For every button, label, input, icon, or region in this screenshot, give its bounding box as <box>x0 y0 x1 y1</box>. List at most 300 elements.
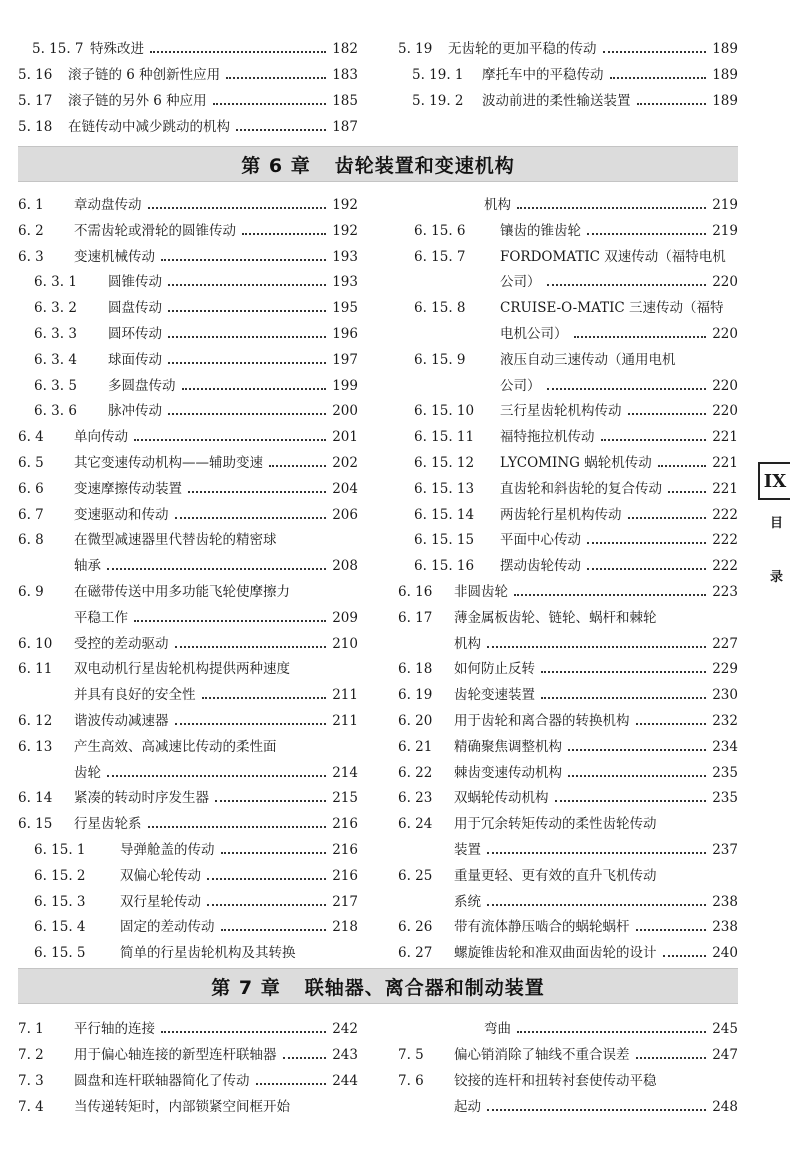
entry-page: 201 <box>332 429 358 446</box>
entry-number: 6. 10 <box>18 635 53 652</box>
entry-title: 章动盘传动 <box>74 197 142 213</box>
entry-number: 6. 15. 15 <box>414 532 475 549</box>
entry-title: 球面传动 <box>108 351 162 368</box>
toc-entry[interactable] <box>398 216 738 240</box>
toc-entry[interactable] <box>398 448 738 472</box>
entry-number: 6. 16 <box>398 584 433 600</box>
entry-number: 6. 1 <box>18 197 44 213</box>
toc-entry[interactable] <box>18 1092 358 1116</box>
entry-number: 6. 15. 6 <box>414 222 466 239</box>
entry-page: 189 <box>712 93 738 109</box>
entry-title: 产生高效、高减速比传动的柔性面 <box>74 738 277 755</box>
toc-entry[interactable] <box>18 422 358 446</box>
dot-leader <box>168 284 326 286</box>
toc-entry-continuation[interactable] <box>66 603 358 627</box>
entry-number: 6. 18 <box>398 661 433 678</box>
entry-page: 238 <box>712 919 738 936</box>
entry-number: 6. 15. 10 <box>414 403 475 420</box>
toc-entry[interactable] <box>18 809 358 833</box>
dot-leader <box>514 594 706 596</box>
entry-number: 6. 25 <box>398 867 433 884</box>
entry-page: 248 <box>712 1099 738 1115</box>
entry-number: 6. 14 <box>18 790 53 807</box>
toc-entry[interactable] <box>398 603 738 627</box>
toc-entry[interactable] <box>398 396 738 420</box>
toc-entry[interactable] <box>18 190 358 214</box>
dot-leader <box>175 723 327 725</box>
entry-number: 6. 15. 4 <box>34 919 86 936</box>
entry-page: 183 <box>332 67 358 83</box>
entry-title: 液压自动三速传动（通用电机 <box>500 351 676 368</box>
entry-page: 222 <box>712 558 738 575</box>
toc-entry[interactable] <box>18 293 358 317</box>
entry-page: 204 <box>332 480 358 497</box>
entry-page: 216 <box>332 842 358 858</box>
toc-entry-continuation[interactable] <box>446 1092 738 1116</box>
entry-number: 6. 15. 5 <box>34 945 86 962</box>
entry-number: 6. 24 <box>398 816 433 833</box>
entry-number: 6. 8 <box>18 532 44 549</box>
entry-title: 变速机械传动 <box>74 248 155 265</box>
chapter-label: 第 6 章 <box>241 154 311 177</box>
entry-number: 6. 13 <box>18 738 53 755</box>
entry-title: 当传递转矩时，内部锁紧空间框开始 <box>74 1099 290 1115</box>
entry-page: 215 <box>332 790 358 807</box>
entry-page: 221 <box>712 480 738 497</box>
dot-leader <box>213 103 327 105</box>
entry-title: 无齿轮的更加平稳的传动 <box>448 41 597 57</box>
toc-entry[interactable] <box>398 345 738 369</box>
entry-page: 229 <box>712 661 738 678</box>
toc-entry[interactable] <box>18 835 358 859</box>
toc-entry-continuation[interactable] <box>492 319 738 343</box>
section-tab <box>758 462 790 500</box>
entry-title: 平面中心传动 <box>500 532 581 549</box>
entry-page: 187 <box>332 119 358 135</box>
toc-entry-continuation[interactable] <box>446 629 738 653</box>
toc-entry[interactable] <box>18 267 358 291</box>
dot-leader <box>517 207 706 209</box>
entry-title-continued: 起动 <box>454 1099 481 1115</box>
toc-entry[interactable] <box>398 60 738 84</box>
entry-page: 219 <box>712 222 738 239</box>
entry-title: 用于偏心轴连接的新型连杆联轴器 <box>74 1047 277 1063</box>
entry-page: 222 <box>712 532 738 549</box>
entry-title: 重量更轻、更有效的直升飞机传动 <box>454 867 657 884</box>
dot-leader <box>517 1031 706 1033</box>
dot-leader <box>134 439 326 441</box>
entry-page: 245 <box>712 1021 738 1037</box>
entry-number: 7. 5 <box>398 1047 424 1063</box>
entry-title: 精确聚焦调整机构 <box>454 738 562 755</box>
toc-entry[interactable] <box>398 1014 738 1038</box>
toc-entry[interactable] <box>18 1014 358 1038</box>
toc-entry[interactable] <box>18 861 358 885</box>
toc-entry[interactable] <box>398 654 738 678</box>
entry-title: 双偏心轮传动 <box>120 867 201 884</box>
toc-entry-continuation[interactable] <box>66 758 358 782</box>
entry-number: 6. 12 <box>18 713 53 729</box>
dot-leader <box>242 233 326 235</box>
toc-entry[interactable] <box>398 500 738 524</box>
entry-number: 6. 15. 2 <box>34 867 86 884</box>
toc-entry[interactable] <box>18 371 358 395</box>
entry-page: 192 <box>332 197 358 213</box>
dot-leader <box>547 284 707 286</box>
entry-page: 232 <box>712 713 738 729</box>
toc-entry[interactable] <box>18 654 358 678</box>
entry-title: 摩托车中的平稳传动 <box>482 67 604 83</box>
entry-page: 193 <box>332 274 358 291</box>
entry-title: 铰接的连杆和扭转衬套使传动平稳 <box>454 1073 657 1089</box>
entry-title: 偏心销消除了轴线不重合误差 <box>454 1047 630 1063</box>
entry-title-continued: 电机公司） <box>500 326 568 342</box>
entry-page: 216 <box>332 867 358 884</box>
toc-entry[interactable] <box>18 474 358 498</box>
entry-title-continued: 公司） <box>500 274 541 291</box>
dot-leader <box>226 77 326 79</box>
toc-entry[interactable] <box>398 706 738 730</box>
dot-leader <box>637 103 707 105</box>
entry-number: 6. 15. 14 <box>414 506 475 523</box>
entry-number: 6. 3 <box>18 248 44 265</box>
entry-title: 导弹舱盖的传动 <box>120 842 215 858</box>
toc-entry[interactable] <box>18 112 358 136</box>
toc-entry[interactable] <box>398 758 738 782</box>
entry-title: 不需齿轮或滑轮的圆锥传动 <box>74 222 236 239</box>
entry-title: 用于齿轮和离合器的转换机构 <box>454 713 630 729</box>
entry-number: 6. 26 <box>398 919 433 936</box>
dot-leader <box>636 929 707 931</box>
toc-entry-continuation[interactable] <box>492 267 738 291</box>
entry-number: 6. 11 <box>18 661 53 678</box>
toc-entry[interactable] <box>18 500 358 524</box>
dot-leader <box>574 336 707 338</box>
entry-number: 6. 3. 5 <box>34 377 77 394</box>
entry-page: 237 <box>712 842 738 858</box>
dot-leader <box>161 1031 326 1033</box>
toc-entry[interactable] <box>18 319 358 343</box>
toc-entry[interactable] <box>398 525 738 549</box>
dot-leader <box>269 465 326 467</box>
dot-leader <box>168 336 326 338</box>
entry-number: 6. 15. 1 <box>34 842 86 858</box>
dot-leader <box>601 439 707 441</box>
entry-title: 用于冗余转矩传动的柔性齿轮传动 <box>454 816 657 833</box>
dot-leader <box>150 51 326 53</box>
entry-number: 6. 15. 3 <box>34 893 86 910</box>
entry-page: 210 <box>332 635 358 652</box>
entry-title: 多圆盘传动 <box>108 377 176 394</box>
toc-entry-continuation[interactable] <box>66 680 358 704</box>
entry-title: 在微型减速器里代替齿轮的精密球 <box>74 532 277 549</box>
entry-title-continued: 齿轮 <box>74 764 101 781</box>
entry-title: 圆盘和连杆联轴器简化了传动 <box>74 1073 250 1089</box>
chapter-banner <box>18 146 738 182</box>
entry-page: 196 <box>332 326 358 342</box>
entry-title-continued: 系统 <box>454 893 481 910</box>
toc-entry[interactable] <box>398 680 738 704</box>
dot-leader <box>188 491 326 493</box>
toc-entry[interactable] <box>18 912 358 936</box>
toc-entry[interactable] <box>18 396 358 420</box>
entry-title: 平行轴的连接 <box>74 1021 155 1037</box>
entry-page: 219 <box>712 197 738 213</box>
dot-leader <box>168 362 326 364</box>
dot-leader <box>168 413 326 415</box>
entry-title: 变速摩擦传动装置 <box>74 480 182 497</box>
entry-title: FORDOMATIC 双速传动（福特电机 <box>500 248 726 265</box>
dot-leader <box>487 1109 706 1111</box>
dot-leader <box>628 413 707 415</box>
entry-title: 滚子链的 6 种创新性应用 <box>68 67 221 83</box>
entry-page: 242 <box>332 1021 358 1037</box>
toc-entry[interactable] <box>398 551 738 575</box>
toc-entry[interactable] <box>398 1040 738 1064</box>
dot-leader <box>568 775 706 777</box>
entry-title: 三行星齿轮机构传动 <box>500 403 622 420</box>
dot-leader <box>636 1057 707 1059</box>
toc-entry[interactable] <box>18 60 358 84</box>
entry-number: 5. 16 <box>18 67 53 83</box>
toc-entry[interactable] <box>18 345 358 369</box>
entry-title: 单向传动 <box>74 429 128 446</box>
dot-leader <box>603 51 707 53</box>
dot-leader <box>175 646 327 648</box>
entry-page: 189 <box>712 41 738 57</box>
chapter-title: 齿轮装置和变速机构 <box>334 154 515 177</box>
toc-entry[interactable] <box>18 448 358 472</box>
entry-number: 6. 21 <box>398 738 433 755</box>
dot-leader <box>207 878 326 880</box>
dot-leader <box>221 929 327 931</box>
entry-page: 247 <box>712 1047 738 1063</box>
entry-title: 螺旋锥齿轮和准双曲面齿轮的设计 <box>454 945 657 962</box>
entry-page: 211 <box>332 687 358 704</box>
dot-leader <box>161 259 326 261</box>
dot-leader <box>487 852 706 854</box>
entry-number: 6. 23 <box>398 790 433 807</box>
entry-title-continued: 平稳工作 <box>74 609 128 626</box>
toc-entry[interactable] <box>18 86 358 110</box>
entry-title: 福特拖拉机传动 <box>500 429 595 446</box>
toc-entry[interactable] <box>18 732 358 756</box>
entry-title: 其它变速传动机构——辅助变速 <box>74 455 263 471</box>
toc-entry[interactable] <box>398 242 738 266</box>
entry-number: 6. 4 <box>18 429 44 446</box>
entry-number: 6. 15. 12 <box>414 455 475 471</box>
entry-number: 6. 15. 7 <box>414 248 466 265</box>
entry-title: 直齿轮和斜齿轮的复合传动 <box>500 480 662 497</box>
entry-title: 特殊改进 <box>90 41 144 57</box>
entry-number: 5. 17 <box>18 93 53 109</box>
entry-page: 227 <box>712 635 738 652</box>
toc-entry[interactable] <box>398 190 738 214</box>
entry-page: 235 <box>712 790 738 807</box>
entry-number: 6. 7 <box>18 506 44 523</box>
entry-number: 6. 3. 1 <box>34 274 77 291</box>
entry-page: 218 <box>332 919 358 936</box>
entry-number: 6. 15. 16 <box>414 558 475 575</box>
toc-entry[interactable] <box>18 783 358 807</box>
dot-leader <box>202 697 327 699</box>
dot-leader <box>541 697 706 699</box>
toc-entry[interactable] <box>398 732 738 756</box>
dot-leader <box>168 310 326 312</box>
entry-number: 7. 4 <box>18 1099 44 1115</box>
dot-leader <box>587 233 706 235</box>
entry-title: 棘齿变速传动机构 <box>454 764 562 781</box>
toc-entry[interactable] <box>18 629 358 653</box>
entry-title: 固定的差动传动 <box>120 919 215 936</box>
entry-number: 7. 3 <box>18 1073 44 1089</box>
chapter-banner <box>18 968 738 1004</box>
entry-title: 两齿轮行星机构传动 <box>500 506 622 523</box>
dot-leader <box>107 568 326 570</box>
entry-number: 6. 2 <box>18 222 44 239</box>
entry-title: 镶齿的锥齿轮 <box>500 222 581 239</box>
entry-page: 220 <box>712 326 738 342</box>
dot-leader <box>148 207 327 209</box>
toc-entry[interactable] <box>18 1040 358 1064</box>
entry-number: 6. 9 <box>18 584 44 600</box>
page-roman-numeral: IX <box>763 470 787 492</box>
entry-number: 6. 3. 6 <box>34 403 77 420</box>
dot-leader <box>628 517 707 519</box>
entry-page: 211 <box>332 713 358 729</box>
toc-entry[interactable] <box>18 216 358 240</box>
dot-leader <box>487 646 706 648</box>
toc-entry[interactable] <box>18 887 358 911</box>
entry-page: 214 <box>332 764 358 781</box>
toc-entry[interactable] <box>18 577 358 601</box>
entry-number: 5. 19. 1 <box>412 67 464 83</box>
entry-title-continued: 机构 <box>454 635 481 652</box>
entry-page: 238 <box>712 893 738 910</box>
entry-page: 200 <box>332 403 358 420</box>
entry-number: 6. 5 <box>18 455 44 471</box>
chapter-title: 联轴器、离合器和制动装置 <box>304 976 545 999</box>
entry-page: 221 <box>712 455 738 471</box>
entry-page: 193 <box>332 248 358 265</box>
dot-leader <box>134 620 326 622</box>
entry-page: 240 <box>712 945 738 962</box>
entry-page: 221 <box>712 429 738 446</box>
entry-page: 216 <box>332 816 358 833</box>
entry-title: 薄金属板齿轮、链轮、蜗杆和棘轮 <box>454 609 657 626</box>
toc-entry[interactable] <box>18 34 358 58</box>
toc-entry-continuation[interactable] <box>446 887 738 911</box>
dot-leader <box>221 852 327 854</box>
entry-page: 192 <box>332 222 358 239</box>
entry-page: 244 <box>332 1073 358 1089</box>
entry-title: 圆锥传动 <box>108 274 162 291</box>
entry-page: 195 <box>332 300 358 317</box>
toc-entry[interactable] <box>398 422 738 446</box>
dot-leader <box>107 775 326 777</box>
toc-entry[interactable] <box>398 293 738 317</box>
toc-entry[interactable] <box>398 809 738 833</box>
entry-title: 波动前进的柔性输送装置 <box>482 93 631 109</box>
entry-number: 5. 19. 2 <box>412 93 464 109</box>
entry-page: 220 <box>712 377 738 394</box>
entry-title: 圆盘传动 <box>108 300 162 317</box>
entry-title: 齿轮变速装置 <box>454 687 535 704</box>
entry-page: 222 <box>712 506 738 523</box>
entry-title: 双蜗轮传动机构 <box>454 790 549 807</box>
dot-leader <box>587 542 706 544</box>
toc-entry-continuation[interactable] <box>66 551 358 575</box>
entry-title-continued: 轴承 <box>74 558 101 575</box>
entry-page: 235 <box>712 764 738 781</box>
entry-number: 5. 18 <box>18 119 53 135</box>
toc-entry[interactable] <box>18 706 358 730</box>
toc-entry[interactable] <box>398 783 738 807</box>
entry-title: 双电动机行星齿轮机构提供两种速度 <box>74 661 290 678</box>
entry-title: 机构 <box>484 197 511 213</box>
dot-leader <box>256 1083 327 1085</box>
entry-title: 滚子链的另外 6 种应用 <box>68 93 207 109</box>
toc-entry[interactable] <box>398 912 738 936</box>
entry-number: 6. 27 <box>398 945 433 962</box>
entry-number: 6. 17 <box>398 609 433 626</box>
dot-leader <box>215 800 326 802</box>
entry-page: 197 <box>332 351 358 368</box>
entry-number: 6. 19 <box>398 687 433 704</box>
entry-page: 217 <box>332 893 358 910</box>
toc-entry[interactable] <box>398 577 738 601</box>
entry-title: 在磁带传送中用多功能飞轮使摩擦力 <box>74 584 290 600</box>
entry-title-continued: 装置 <box>454 842 481 858</box>
dot-leader <box>541 671 706 673</box>
toc-entry[interactable] <box>398 1066 738 1090</box>
entry-title: 摆动齿轮传动 <box>500 558 581 575</box>
entry-page: 234 <box>712 738 738 755</box>
toc-entry[interactable] <box>398 34 738 58</box>
entry-title: 紧凑的转动时序发生器 <box>74 790 209 807</box>
dot-leader <box>636 723 707 725</box>
entry-title: LYCOMING 蜗轮机传动 <box>500 455 652 471</box>
toc-entry[interactable] <box>18 242 358 266</box>
dot-leader <box>283 1057 327 1059</box>
entry-page: 202 <box>332 455 358 471</box>
entry-number: 5. 15. 7 <box>32 41 84 57</box>
entry-page: 220 <box>712 403 738 420</box>
toc-entry[interactable] <box>398 474 738 498</box>
toc-entry-continuation[interactable] <box>446 835 738 859</box>
toc-entry[interactable] <box>398 938 738 962</box>
entry-title: 弯曲 <box>484 1021 511 1037</box>
entry-number: 6. 20 <box>398 713 433 729</box>
side-label-lu: 录 <box>770 570 784 585</box>
toc-entry[interactable] <box>18 1066 358 1090</box>
entry-page: 243 <box>332 1047 358 1063</box>
toc-entry[interactable] <box>18 525 358 549</box>
entry-title: 变速驱动和传动 <box>74 506 169 523</box>
toc-entry-continuation[interactable] <box>492 371 738 395</box>
entry-number: 6. 15. 11 <box>414 429 475 446</box>
toc-entry[interactable] <box>18 938 358 962</box>
entry-page: 189 <box>712 67 738 83</box>
entry-page: 230 <box>712 687 738 704</box>
entry-title: 如何防止反转 <box>454 661 535 678</box>
entry-number: 6. 3. 4 <box>34 351 77 368</box>
toc-entry[interactable] <box>398 86 738 110</box>
entry-title: 谐波传动减速器 <box>74 713 169 729</box>
toc-entry[interactable] <box>398 861 738 885</box>
entry-title: 圆环传动 <box>108 326 162 342</box>
entry-page: 182 <box>332 41 358 57</box>
